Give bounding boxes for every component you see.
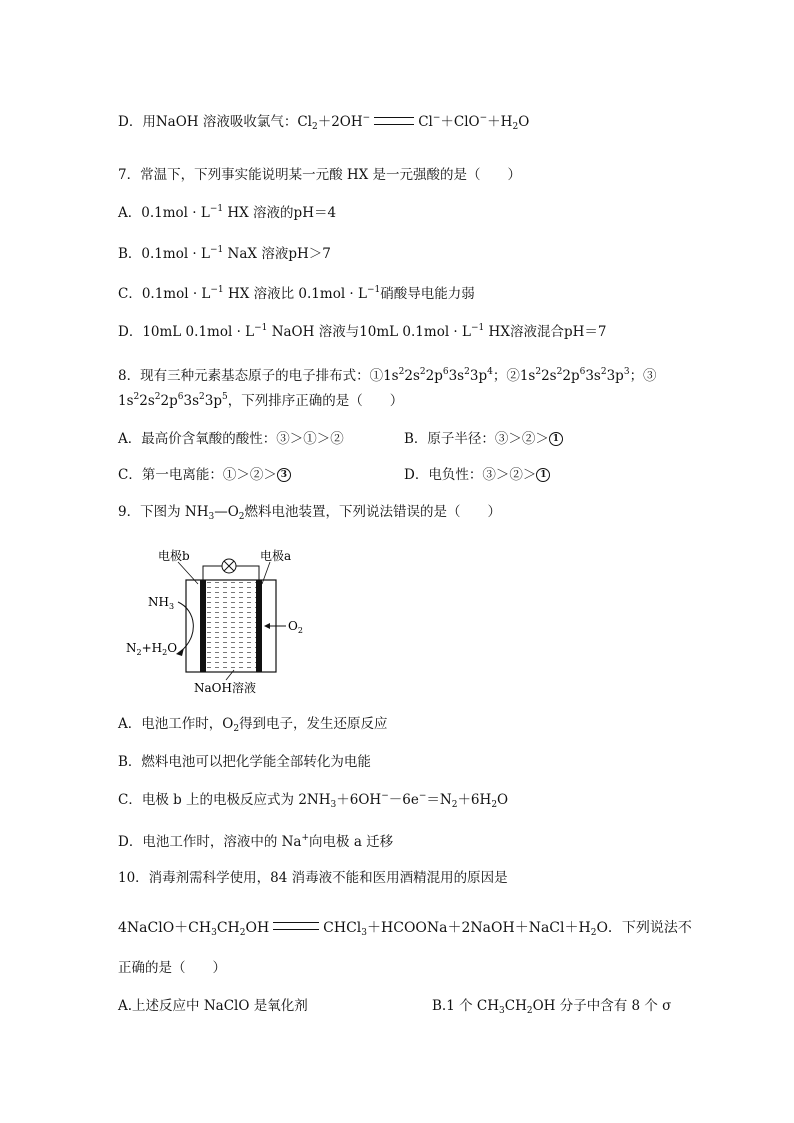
q9-option-c[interactable]: C．电极 b 上的电极反应式为 $2NH_3+6OH^--6e^-=N_2+6H_2O$ bbox=[118, 791, 509, 810]
q8-option-d[interactable]: D．电负性：③＞②＞ 1 bbox=[404, 465, 550, 485]
nh3-label: $NH_3$ bbox=[148, 595, 175, 611]
q10-equation: $4NaClO+CH_3CH_2OH$ $CHCl_3+HCOONa+2NaOH+NaCl+H_2O$．下列说法不 bbox=[118, 920, 692, 938]
electrolyte-solution bbox=[206, 580, 256, 672]
equilibrium-arrow bbox=[374, 117, 414, 125]
q8-option-c[interactable]: C．第一电离能：①＞②＞ 3 bbox=[118, 465, 291, 485]
q10-stem-line3: 正确的是（ ） bbox=[118, 960, 226, 976]
q6-option-d: D．用NaOH 溶液吸收氯气：$Cl_2+2OH^-$ $Cl^-+ClO^-+H_2O$ bbox=[118, 113, 530, 132]
q9-option-a[interactable]: A．电池工作时，$O_2$得到电子，发生还原反应 bbox=[118, 716, 388, 734]
electrode-b-label: 电极b bbox=[158, 549, 190, 563]
electrode-a-label: 电极a bbox=[260, 549, 292, 563]
fuel-cell-diagram bbox=[118, 540, 318, 700]
q9-option-b[interactable]: B．燃料电池可以把化学能全部转化为电能 bbox=[118, 754, 371, 770]
q9-stem: 9．下图为 $NH_3—O_2$燃料电池装置，下列说法错误的是（ ） bbox=[118, 504, 502, 522]
circled-number-3: 3 bbox=[277, 468, 291, 482]
q10-stem: 10．消毒剂需科学使用，84 消毒液不能和医用酒精混用的原因是 bbox=[118, 870, 508, 886]
q8-option-a[interactable]: A．最高价含氧酸的酸性：③＞①＞② bbox=[118, 431, 344, 447]
q10-option-b[interactable]: B.1 个 $CH_3CH_2OH$ 分子中含有 8 个 σ bbox=[432, 998, 672, 1016]
circled-number-1: 1 bbox=[536, 468, 550, 482]
circled-number-1: 1 bbox=[549, 432, 563, 446]
q9-option-d[interactable]: D．电池工作时，溶液中的 Na+向电极 a 迁移 bbox=[118, 833, 394, 850]
q7-stem: 7．常温下，下列事实能说明某一元酸 HX 是一元强酸的是（ ） bbox=[118, 167, 522, 183]
q8-stem-line2: $1s^22s^22p^63s^23p^5$，下列排序正确的是（ ） bbox=[118, 392, 404, 409]
q10-option-a[interactable]: A.上述反应中 NaClO 是氧化剂 bbox=[118, 998, 308, 1014]
o2-label: $O_2$ bbox=[288, 619, 303, 635]
q7-option-a[interactable]: A．$0.1mol \cdot L^{-1}$ HX 溶液的pH＝4 bbox=[118, 204, 337, 221]
q7-option-b[interactable]: B．$0.1mol \cdot L^{-1}$ NaX 溶液pH＞7 bbox=[118, 245, 331, 262]
products-label: $N_2+H_2O$ bbox=[126, 641, 178, 657]
reaction-arrow bbox=[273, 922, 319, 930]
q8-stem-line1: 8．现有三种元素基态原子的电子排布式：$①1s^22s^22p^63s^23p^4$；$②1s^22s^22p^63s^23p^3$；③ bbox=[118, 367, 657, 384]
external-wire bbox=[203, 566, 222, 580]
electrode-a bbox=[256, 580, 262, 672]
q7-option-c[interactable]: C．$0.1mol \cdot L^{-1}$ HX 溶液比 $0.1mol \cdot L^{-1}$硝酸导电能力弱 bbox=[118, 285, 475, 302]
q8-option-b[interactable]: B．原子半径：③＞②＞ 1 bbox=[404, 429, 563, 449]
electrode-b bbox=[200, 580, 206, 672]
q7-option-d[interactable]: D．10mL $0.1mol \cdot L^{-1}$ NaOH 溶液与10mL $0.1mol \cdot L^{-1}$ HX溶液混合pH＝7 bbox=[118, 323, 607, 340]
solution-label: NaOH溶液 bbox=[194, 681, 256, 695]
